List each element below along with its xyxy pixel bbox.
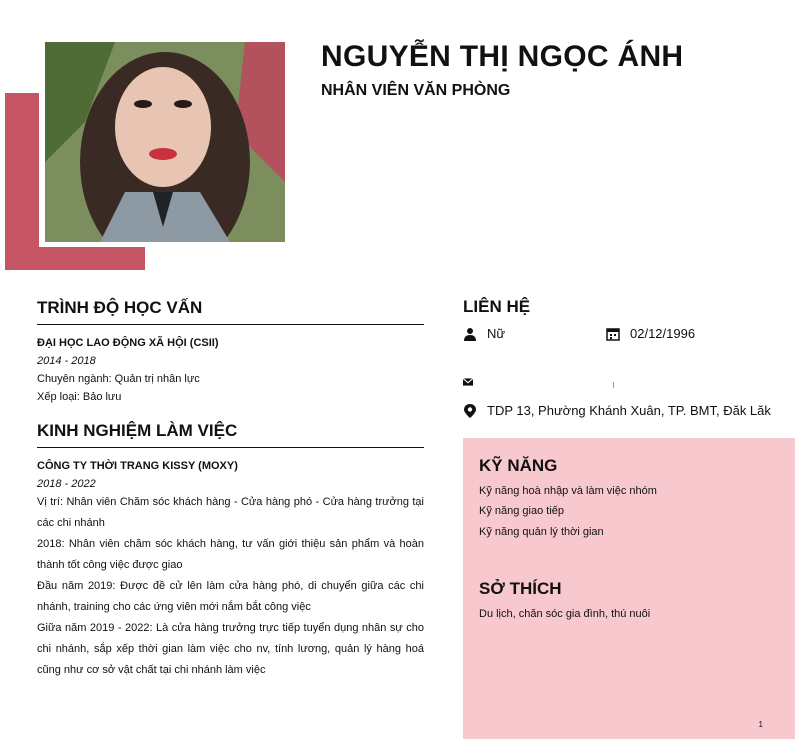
education-title: TRÌNH ĐỘ HỌC VẤN <box>37 298 424 325</box>
skill-item: Kỹ năng giao tiếp <box>479 505 565 517</box>
mail-icon <box>463 377 473 387</box>
experience-period: 2018 - 2022 <box>37 478 96 490</box>
skill-item: Kỹ năng hoà nhập và làm việc nhóm <box>479 485 657 497</box>
experience-paragraph: Vị trí: Nhân viên Chăm sóc khách hàng - Cửa hàng phó - Cửa hàng trưởng tại các chi nhánh <box>37 496 424 529</box>
decorative-accent-horizontal <box>5 247 145 270</box>
education-period: 2014 - 2018 <box>37 355 96 367</box>
left-column <box>37 298 424 681</box>
birthday-value: 02/12/1996 <box>630 326 696 341</box>
contact-birthday <box>606 326 695 341</box>
contact-email <box>463 377 483 387</box>
calendar-icon <box>606 327 620 341</box>
profile-photo <box>45 42 285 242</box>
education-major: Chuyên ngành: Quản trị nhân lực <box>37 373 200 385</box>
hobbies-text: Du lịch, chăn sóc gia đình, thú nuôi <box>479 608 651 620</box>
contact-gender <box>463 326 505 341</box>
experience-paragraph: Đầu năm 2019: Được đề cử lên làm cửa hàng phó, di chuyển giữa các chi nhánh, training cho các ứng viên mới nắm bắt công việc <box>37 580 424 613</box>
decorative-accent-vertical <box>5 93 39 270</box>
experience-title: KINH NGHIỆM LÀM VIỆC <box>37 421 424 448</box>
location-pin-icon <box>463 404 477 418</box>
person-icon <box>463 327 477 341</box>
company-name: CÔNG TY THỜI TRANG KISSY (MOXY) <box>37 460 238 472</box>
address-value: TDP 13, Phường Khánh Xuân, TP. BMT, Đăk Lăk <box>487 403 771 418</box>
candidate-role: NHÂN VIÊN VĂN PHÒNG <box>321 82 511 99</box>
skills-title: KỸ NĂNG <box>479 456 558 475</box>
school-name: ĐẠI HỌC LAO ĐỘNG XÃ HỘI (CSII) <box>37 337 219 349</box>
candidate-name: NGUYỄN THỊ NGỌC ÁNH <box>321 40 684 73</box>
email-caret <box>613 382 614 388</box>
gender-value: Nữ <box>487 326 506 341</box>
contact-address <box>463 403 771 418</box>
contact-title: LIÊN HỆ <box>463 297 531 316</box>
experience-paragraph: Giữa năm 2019 - 2022: Là cửa hàng trưởng trực tiếp tuyển dụng nhân sự cho chi nhánh, sắp xếp thời gian làm việc cho nv, tính lương, quản lý hàng hoá cũng như cơ sở vật chất tại chi nhánh làm việc <box>37 622 424 676</box>
skills-hobbies-panel <box>463 438 795 739</box>
page-number: 1 <box>758 720 763 729</box>
skill-item: Kỹ năng quản lý thời gian <box>479 526 604 538</box>
hobbies-title: SỞ THÍCH <box>479 579 562 598</box>
education-grade: Xếp loại: Bảo lưu <box>37 391 122 403</box>
experience-paragraph: 2018: Nhân viên chăm sóc khách hàng, tư vấn giới thiệu sản phẩm và hoàn thành tốt công việc được giao <box>37 538 424 571</box>
